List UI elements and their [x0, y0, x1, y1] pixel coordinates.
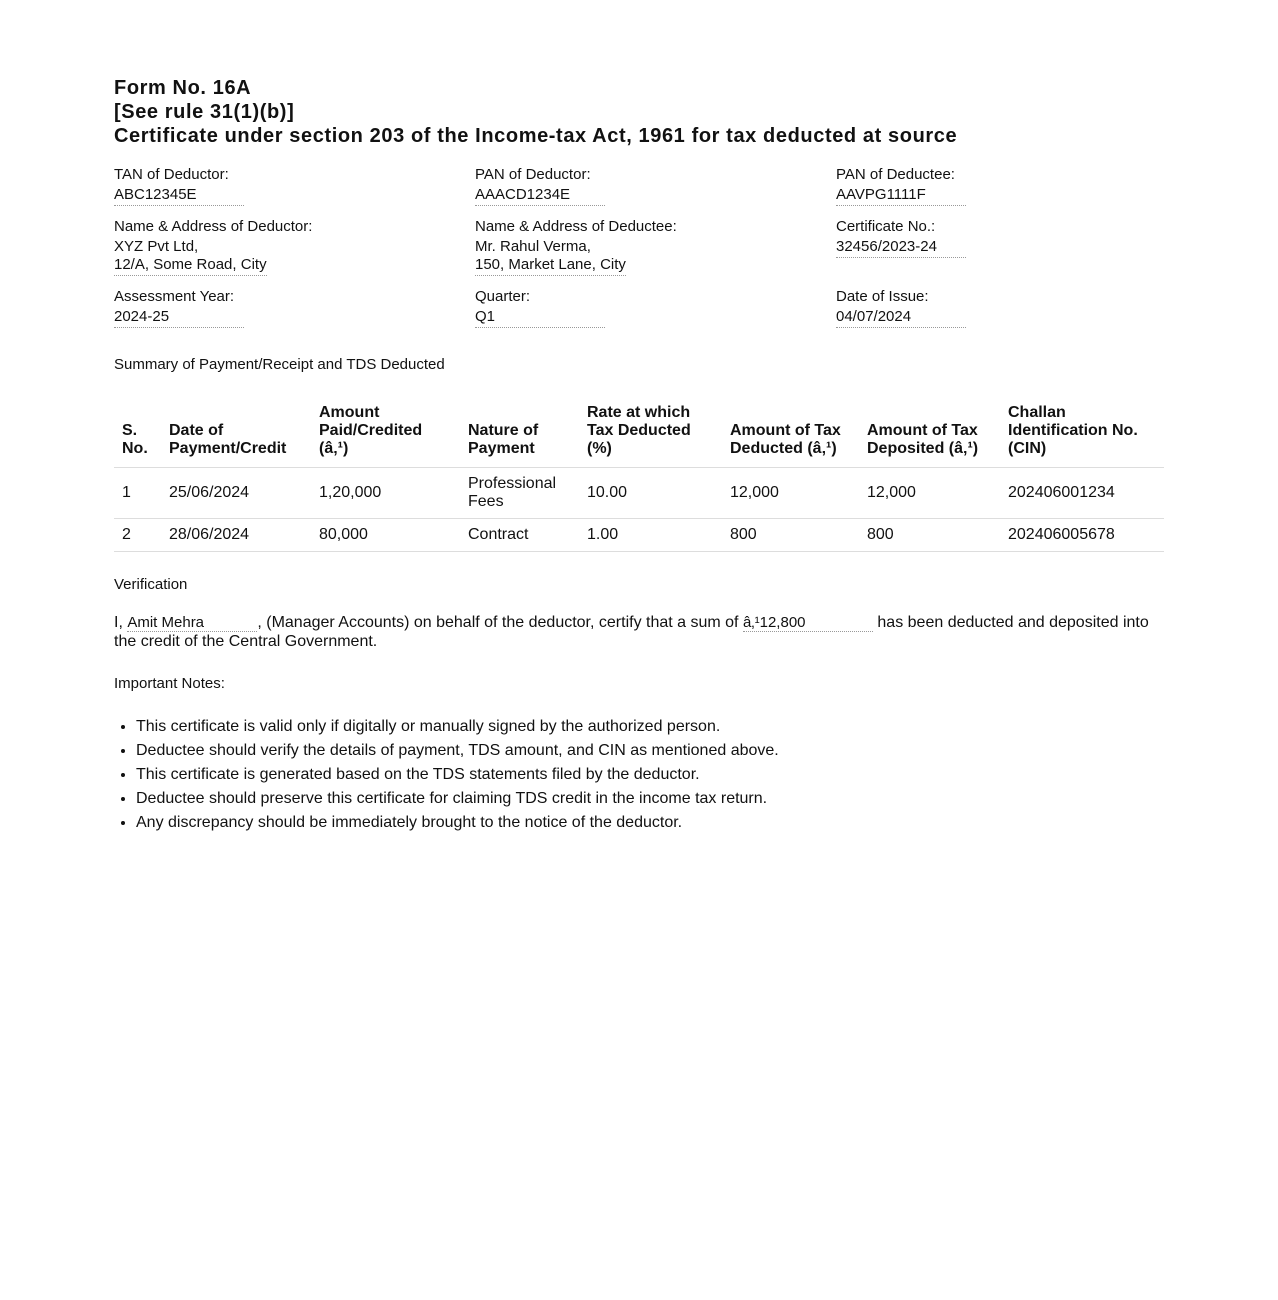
notes-title: Important Notes:	[114, 675, 225, 692]
date-of-issue-label: Date of Issue:	[836, 288, 929, 305]
form-number: Form No. 16A	[114, 77, 252, 99]
details-grid	[114, 166, 1164, 340]
deductee-address-line2: 150, Market Lane, City	[475, 256, 626, 273]
table-header-row	[114, 396, 1164, 468]
header-tax-deducted: Amount of Tax Deducted (â‚¹)	[722, 396, 859, 468]
cell-s-no: 1	[114, 468, 161, 519]
tan-deductor-field	[114, 166, 475, 206]
table-row	[114, 519, 1164, 552]
deductor-address-value	[114, 238, 267, 276]
deductee-address-line1: Mr. Rahul Verma,	[475, 238, 591, 255]
deductor-address-line1: XYZ Pvt Ltd,	[114, 238, 199, 255]
certificate-title: Certificate under section 203 of the Income-tax Act, 1961 for tax deducted at source	[114, 125, 958, 147]
list-item: • Deductee should verify the details of payment, TDS amount, and CIN as mentioned above.	[136, 739, 1164, 763]
verification-suffix: has been deducted and deposited into the credit of the Central Government.	[114, 614, 1149, 650]
list-item: • This certificate is valid only if digitally or manually signed by the authorized person.	[136, 715, 1164, 739]
cell-nature: Professional Fees	[460, 468, 579, 519]
pan-deductor-label: PAN of Deductor:	[475, 166, 591, 183]
quarter-label: Quarter:	[475, 288, 531, 305]
quarter-field	[475, 288, 836, 328]
deductor-address-line2: 12/A, Some Road, City	[114, 256, 267, 273]
cell-tax-deposited: 12,000	[859, 468, 1000, 519]
header-date: Date of Payment/Credit	[161, 396, 311, 468]
tds-sum-value: â‚¹12,800	[743, 614, 873, 632]
header-tax-deposited: Amount of Tax Deposited (â‚¹)	[859, 396, 1000, 468]
date-of-issue-field	[836, 288, 1164, 328]
header-amount-paid: Amount Paid/Credited (â‚¹)	[311, 396, 460, 468]
certificate-no-value: 32456/2023-24	[836, 238, 966, 258]
form-16a-certificate	[114, 76, 1164, 835]
pan-deductee-label: PAN of Deductee:	[836, 166, 955, 183]
header-rate: Rate at which Tax Deducted (%)	[579, 396, 722, 468]
summary-title: Summary of Payment/Receipt and TDS Deducted	[114, 356, 445, 373]
pan-deductor-value: AAACD1234E	[475, 186, 605, 206]
list-item: • Deductee should preserve this certificate for claiming TDS credit in the income tax return.	[136, 787, 1164, 811]
deductee-address-field	[475, 218, 836, 276]
assessment-year-value: 2024-25	[114, 308, 244, 328]
cell-amount-paid: 80,000	[311, 519, 460, 552]
rule-reference: [See rule 31(1)(b)]	[114, 101, 295, 123]
verification-prefix: I,	[114, 614, 123, 631]
tan-deductor-label: TAN of Deductor:	[114, 166, 229, 183]
list-item: • This certificate is generated based on the TDS statements filed by the deductor.	[136, 763, 1164, 787]
form-header	[114, 76, 1164, 148]
assessment-year-field	[114, 288, 475, 328]
verification-designation-text: , (Manager Accounts) on behalf of the deductor, certify that a sum of	[257, 614, 739, 631]
cell-date: 28/06/2024	[161, 519, 311, 552]
assessment-year-label: Assessment Year:	[114, 288, 235, 305]
notes-list	[114, 715, 1164, 835]
verification-title: Verification	[114, 576, 188, 593]
cell-cin: 202406005678	[1000, 519, 1164, 552]
deductee-address-label: Name & Address of Deductee:	[475, 218, 677, 235]
cell-cin: 202406001234	[1000, 468, 1164, 519]
table-row	[114, 468, 1164, 519]
cell-date: 25/06/2024	[161, 468, 311, 519]
list-item: • Any discrepancy should be immediately brought to the notice of the deductor.	[136, 811, 1164, 835]
cell-rate: 10.00	[579, 468, 722, 519]
cell-s-no: 2	[114, 519, 161, 552]
date-of-issue-value: 04/07/2024	[836, 308, 966, 328]
deductor-address-field	[114, 218, 475, 276]
quarter-value: Q1	[475, 308, 605, 328]
cell-tax-deposited: 800	[859, 519, 1000, 552]
deductor-address-label: Name & Address of Deductor:	[114, 218, 313, 235]
verifier-name-value: Amit Mehra	[127, 614, 257, 632]
certificate-no-label: Certificate No.:	[836, 218, 936, 235]
header-cin: Challan Identification No. (CIN)	[1000, 396, 1164, 468]
header-s-no: S. No.	[114, 396, 161, 468]
header-nature: Nature of Payment	[460, 396, 579, 468]
deductee-address-value	[475, 238, 626, 276]
pan-deductee-value: AAVPG1111F	[836, 186, 966, 206]
cell-nature: Contract	[460, 519, 579, 552]
tan-deductor-value: ABC12345E	[114, 186, 244, 206]
cell-rate: 1.00	[579, 519, 722, 552]
cell-tax-deducted: 12,000	[722, 468, 859, 519]
certificate-no-field	[836, 218, 1164, 276]
verification-statement	[114, 613, 1164, 651]
pan-deductor-field	[475, 166, 836, 206]
cell-tax-deducted: 800	[722, 519, 859, 552]
summary-table	[114, 396, 1164, 552]
cell-amount-paid: 1,20,000	[311, 468, 460, 519]
pan-deductee-field	[836, 166, 1164, 206]
